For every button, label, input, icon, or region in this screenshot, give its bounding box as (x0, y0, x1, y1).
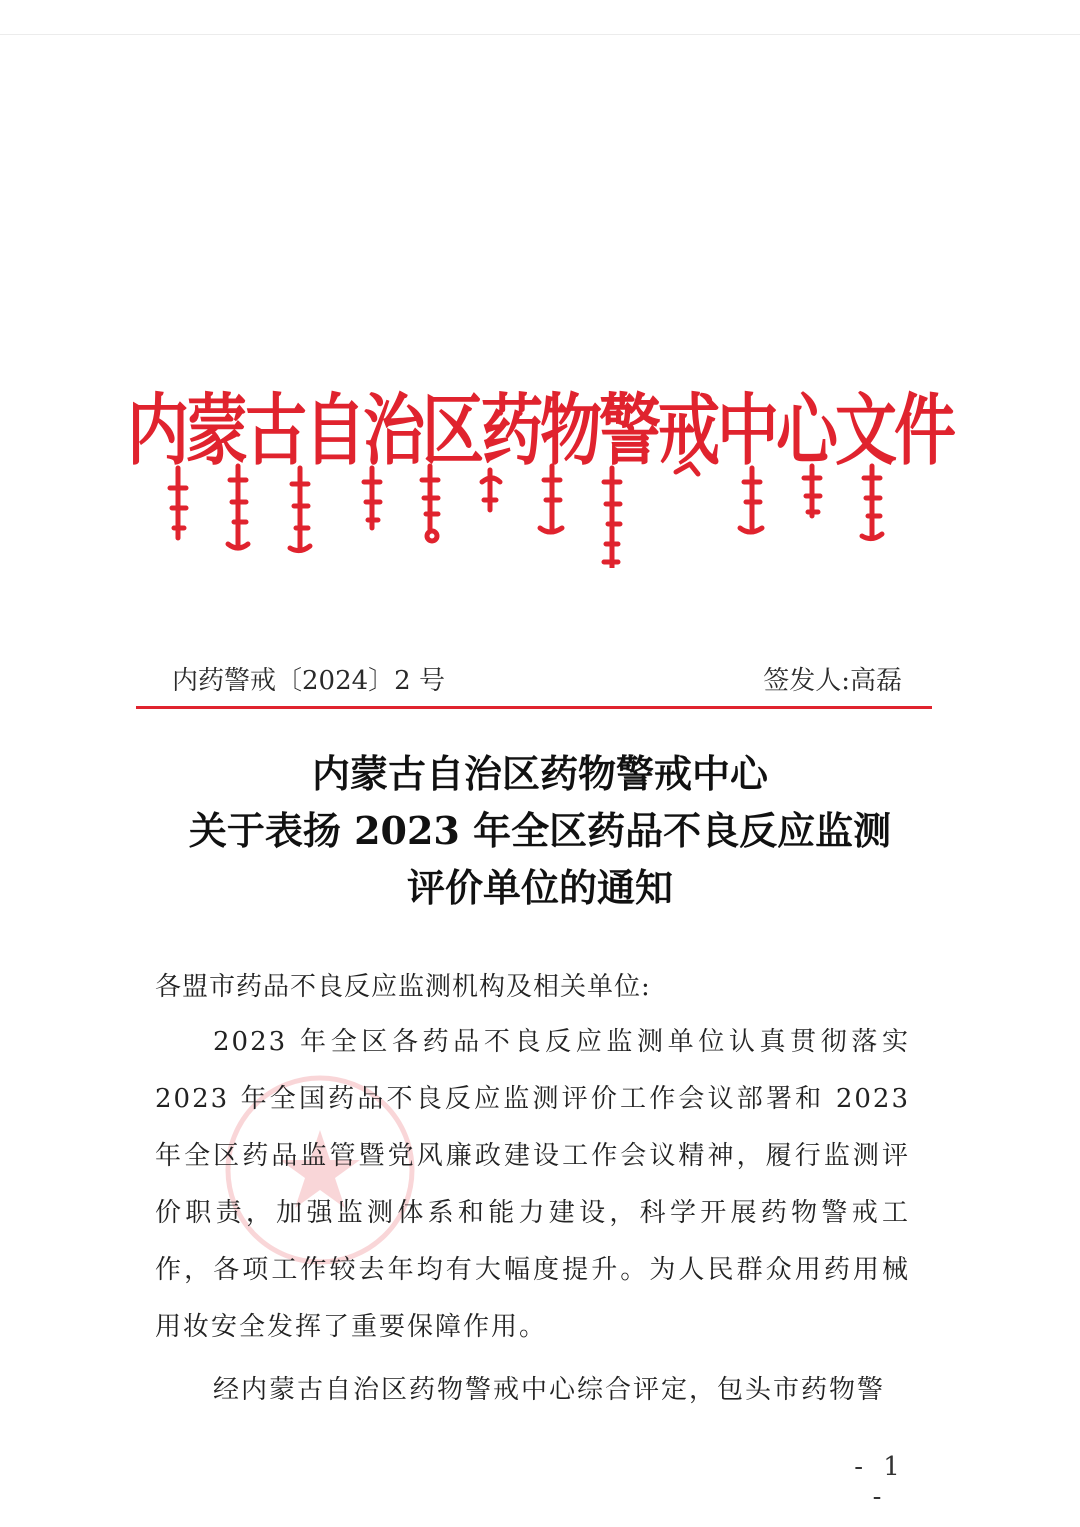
mongolian-script-icon (160, 458, 920, 568)
document-number: 内药警戒〔2024〕2 号 (172, 665, 445, 696)
top-border (0, 34, 1080, 35)
document-title (120, 745, 960, 916)
document-body (155, 960, 910, 1419)
paragraph-2: 经内蒙古自治区药物警戒中心综合评定，包头市药物警 (213, 1375, 886, 1405)
masthead-title: 内蒙古自治区药物警戒中心文件 (127, 383, 954, 475)
title-line-2: 关于表扬 2023 年全区药品不良反应监测 (188, 808, 892, 853)
paragraph-1: 2023 年全区各药品不良反应监测单位认真贯彻落实 2023 年全国药品不良反应监测评价工作会议部署和 2023 年全区药品监管暨党风廉政建设工作会议精神，履行监测评价职责，加强监测体系和能力建设，科学开展药物警戒工作，各项工作较去年均有大幅度提升。为人民群众用药用械用妆安全发挥了重要保障作用。 (155, 1027, 910, 1342)
red-divider (136, 706, 932, 709)
issuer: 签发人:高磊 (763, 665, 902, 696)
salutation: 各盟市药品不良反应监测机构及相关单位: (155, 972, 651, 1002)
page-number: - 1 - (854, 1452, 906, 1512)
title-line-3: 评价单位的通知 (406, 865, 673, 910)
document-meta-line (172, 658, 902, 698)
title-line-1: 内蒙古自治区药物警戒中心 (311, 751, 768, 796)
